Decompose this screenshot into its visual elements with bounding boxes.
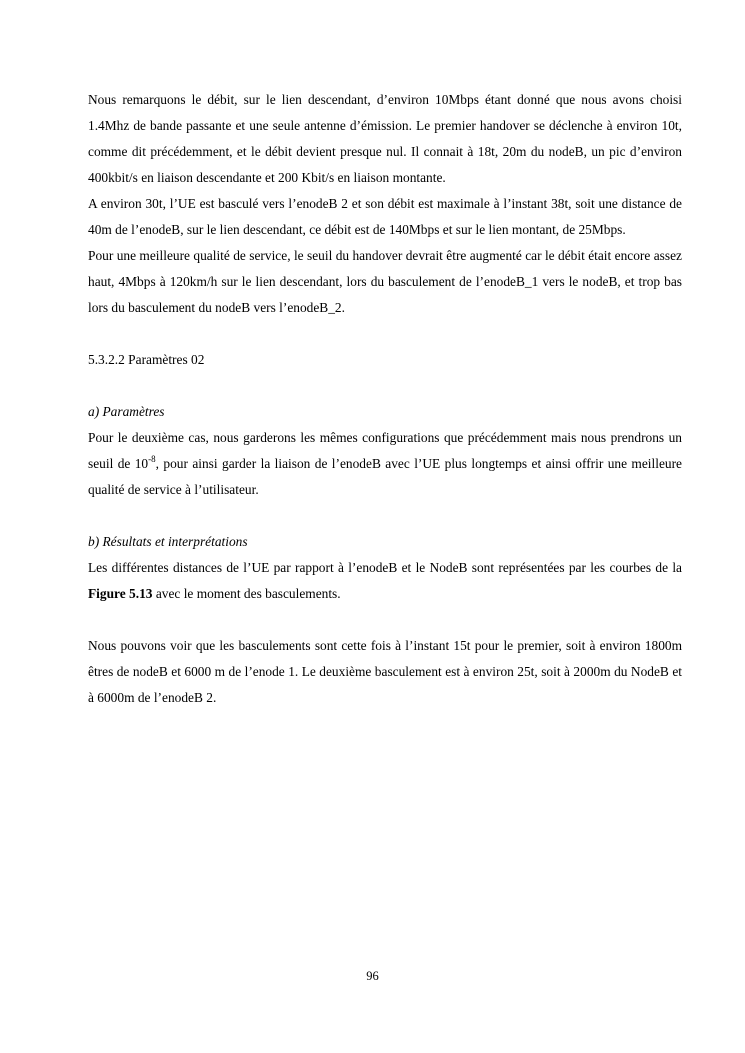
paragraph-distances-text-1: Les différentes distances de l’UE par rapport à l’enodeB et le NodeB sont représentées par les courbes de la — [88, 560, 682, 575]
paragraph-distances — [88, 555, 682, 607]
figure-reference: Figure 5.13 — [88, 586, 153, 601]
spacer — [88, 503, 682, 529]
spacer — [88, 373, 682, 399]
paragraph-debit-descendant: Nous remarquons le débit, sur le lien descendant, d’environ 10Mbps étant donné que nous avons choisi 1.4Mhz de bande passante et une seule antenne d’émission. Le premier handover se déclenche à environ 10t, comme dit précédemment, et le débit devient presque nul. Il connait à 18t, 20m du nodeB, un pic d’environ 400kbit/s en liaison descendante et 200 Kbit/s en liaison montante. — [88, 92, 682, 185]
page-body — [88, 87, 682, 711]
paragraph-distances-text-2: avec le moment des basculements. — [152, 586, 341, 601]
subsection-b-heading: b) Résultats et interprétations — [88, 534, 248, 549]
section-heading: 5.3.2.2 Paramètres 02 — [88, 352, 205, 367]
subsection-a-heading: a) Paramètres — [88, 404, 165, 419]
paragraph-bascule-enodeb2: A environ 30t, l’UE est basculé vers l’enodeB 2 et son débit est maximale à l’instant 38t, soit une distance de 40m de l’enodeB, sur le lien descendant, ce débit est de 140Mbps et sur le lien montant, de 25Mbps. — [88, 196, 682, 237]
paragraph-qualite-service: Pour une meilleure qualité de service, le seuil du handover devrait être augmenté car le débit était encore assez haut, 4Mbps à 120km/h sur le lien descendant, lors du basculement de l’enodeB_1 vers le nodeB, et trop bas lors du basculement du nodeB vers l’enodeB_2. — [88, 248, 682, 315]
spacer — [88, 607, 682, 633]
exponent: -8 — [148, 454, 156, 464]
paragraph-parametres-text-1: Pour le deuxième cas, nous garderons les mêmes configurations que précédemment mais nous prendrons un seuil de 10 — [88, 430, 682, 471]
paragraph-parametres — [88, 425, 682, 503]
spacer — [88, 321, 682, 347]
paragraph-parametres-text-2: , pour ainsi garder la liaison de l’enodeB avec l’UE plus longtemps et ainsi offrir une meilleure qualité de service à l’utilisateur. — [88, 456, 682, 497]
paragraph-basculements: Nous pouvons voir que les basculements sont cette fois à l’instant 15t pour le premier, soit à environ 1800m êtres de nodeB et 6000 m de l’enode 1. Le deuxième basculement est à environ 25t, soit à 2000m du NodeB et à 6000m de l’enodeB 2. — [88, 638, 682, 705]
page-number: 96 — [366, 969, 379, 983]
